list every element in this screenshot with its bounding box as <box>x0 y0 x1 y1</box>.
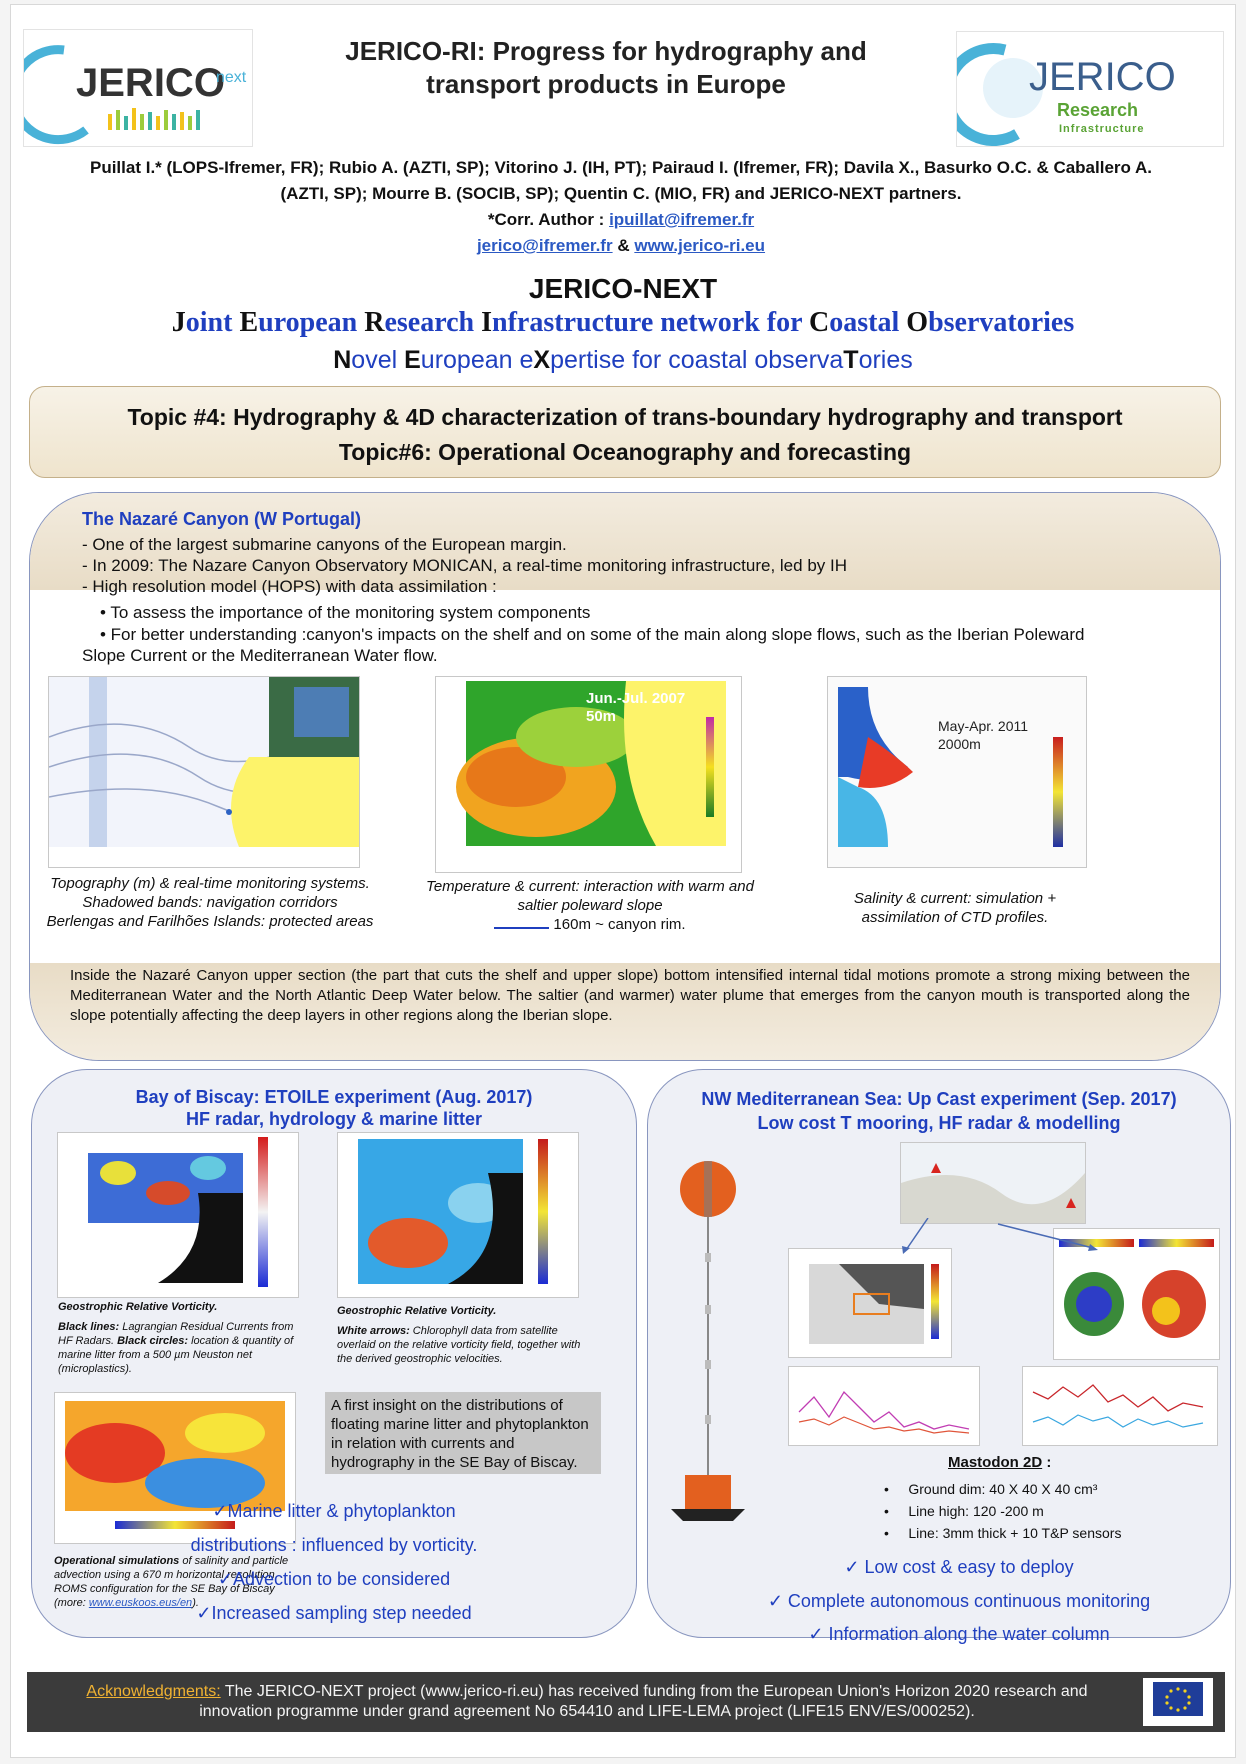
caption-line: Topography (m) & real-time monitoring systems. <box>50 875 370 892</box>
caption-line: Salinity & current: simulation + <box>853 890 1057 907</box>
temperature-timeseries-1 <box>788 1366 980 1446</box>
caption-bold: Black lines: <box>58 1321 120 1333</box>
jerico-ri-logo <box>956 31 1224 147</box>
author-list <box>51 155 1191 259</box>
acronym-part: Tories <box>843 346 913 374</box>
poster-title <box>281 35 931 101</box>
biscay-check: ✓Marine litter & phytoplankton <box>212 1501 456 1521</box>
jerico-ri-logo-graphic <box>957 32 1223 146</box>
biscay-check: ✓Advection to be considered <box>217 1569 451 1589</box>
acknowledgments-bar <box>27 1672 1225 1732</box>
med-check: ✓ Low cost & easy to deploy <box>844 1557 1074 1577</box>
biscay-vorticity-map <box>57 1132 299 1298</box>
spec-text: Line: 3mm thick + 10 T&P sensors <box>908 1525 1122 1541</box>
caption-line: Berlengas and Farilhões Islands: protected areas <box>46 913 374 930</box>
caption-text: Chlorophyll data from satellite overlaid on the relative vorticity field, together with the derived geostrophic velocities. <box>337 1325 581 1365</box>
mastodon-specs <box>884 1478 1121 1544</box>
mastodon-title <box>948 1454 1051 1471</box>
acknowledgments-text <box>47 1682 1127 1722</box>
logo-left-sup: next <box>216 69 247 86</box>
acronym-part: European e <box>404 346 534 374</box>
topic-4: Topic #4: Hydrography & 4D characterization of trans-boundary hydrography and transport <box>127 404 1123 430</box>
acronym-part: Research <box>364 307 482 338</box>
salinity-current-map <box>827 676 1087 868</box>
fig-label-depth: 50m <box>586 708 617 725</box>
caption-bold: Operational simulations <box>54 1555 180 1567</box>
med-check: ✓ Information along the water column <box>808 1624 1110 1644</box>
nazare-title: The Nazaré Canyon (W Portugal) <box>82 509 362 529</box>
biscay-check: distributions : influenced by vorticity. <box>190 1535 478 1555</box>
biscay-insight-box: A first insight on the distributions of floating marine litter and phytoplankton in relation with currents and hydrography in the SE Bay of Biscay. <box>325 1392 601 1474</box>
topography-map <box>48 676 360 868</box>
acronym-part: European <box>239 307 365 338</box>
biscay-title: Bay of Biscay: ETOILE experiment (Aug. 2017) <box>135 1087 533 1107</box>
corr-label: *Corr. Author : <box>487 210 610 229</box>
topic-6: Topic#6: Operational Oceanography and forecasting <box>338 439 912 465</box>
signal-bars-icon <box>108 108 200 130</box>
nazare-subbullet: • To assess the importance of the monitoring system components <box>100 603 591 622</box>
jerico-next-logo-graphic <box>24 30 252 146</box>
biscay-check: ✓Increased sampling step needed <box>196 1603 472 1623</box>
nazare-subbullet: • For better understanding :canyon's impacts on the shelf and on some of the main along slope flows, such as the Iberian Poleward <box>100 625 1085 644</box>
temperature-timeseries-2 <box>1022 1366 1218 1446</box>
acronym-part: Xpertise for coastal observa <box>533 346 844 374</box>
title-line-1: JERICO-RI: Progress for hydrography and <box>345 36 867 66</box>
caption-text: ). <box>192 1597 199 1609</box>
ack-label: Acknowledgments: <box>86 1683 221 1700</box>
authors-line-1: Puillat I.* (LOPS-Ifremer, FR); Rubio A. (AZTI, SP); Vitorino J. (IH, PT); Pairaud I. (Ifremer, FR); Davila X., Basurko O.C. & Caballero A. <box>89 158 1153 177</box>
logo-right-sub1: Research <box>1057 100 1139 120</box>
connector-arrows <box>848 1218 1108 1258</box>
caption-bold: White arrows: <box>337 1325 410 1337</box>
caption-topography <box>30 874 390 931</box>
spec-item: • Ground dim: 40 X 40 X 40 cm³ <box>884 1481 1098 1497</box>
website-link[interactable]: www.jerico-ri.eu <box>634 236 766 255</box>
caption-line: saltier poleward slope <box>517 897 663 914</box>
fig-label-period: Jun.-Jul. 2007 <box>586 690 686 707</box>
contact-links <box>51 233 1191 259</box>
fig-label-depth: 2000m <box>938 736 981 752</box>
topics-box <box>29 386 1221 478</box>
project-tagline <box>11 346 1235 375</box>
caption-bold: Black circles: <box>117 1335 189 1347</box>
nazare-subbullet: Slope Current or the Mediterranean Water flow. <box>82 646 438 665</box>
spec-item: • Line high: 120 -200 m <box>884 1503 1044 1519</box>
biscay-subtitle: HF radar, hydrology & marine litter <box>185 1109 483 1129</box>
jerico-email-link[interactable]: jerico@ifremer.fr <box>476 236 613 255</box>
amp-separator: & <box>617 236 630 255</box>
caption-line: Temperature & current: interaction with warm and <box>426 878 754 895</box>
biscay-right-caption <box>337 1324 587 1366</box>
poster <box>10 4 1236 1758</box>
surface-temperature-map <box>788 1248 952 1358</box>
logo-left-text: JERICO <box>76 61 225 105</box>
med-subtitle: Low cost T mooring, HF radar & modelling <box>757 1113 1121 1133</box>
logo-right-text: JERICO <box>1029 55 1176 99</box>
nazare-canyon-panel <box>29 492 1221 1061</box>
biscay-chlorophyll-map <box>337 1132 579 1298</box>
med-check: ✓ Complete autonomous continuous monitoring <box>767 1591 1151 1611</box>
ack-text: The JERICO-NEXT project (www.jerico-ri.eu) has received funding from the European Union's Horizon 2020 research and <box>220 1683 1088 1700</box>
caption-line: assimilation of CTD profiles. <box>861 909 1049 926</box>
mastodon-colon: : <box>1042 1454 1052 1471</box>
caption-line <box>415 915 765 934</box>
nazare-description: Inside the Nazaré Canyon upper section (the part that cuts the shelf and upper slope) bottom intensified internal tidal motions promote a strong mixing between the Mediterranean Water and the North Atlantic Deep Water below. The saltier (and warmer) water plume that emerges from the canyon mouth is transported along the slope potentially affecting the deep layers in other regions along the Iberian slope. <box>70 967 1190 1024</box>
nazare-bullet: - One of the largest submarine canyons of the European margin. <box>82 535 567 554</box>
caption-salinity <box>815 889 1095 927</box>
biscay-panel <box>31 1069 637 1638</box>
caption-text: Lagrangian Residual Currents from HF Radars. <box>58 1321 294 1347</box>
caption-line: Shadowed bands: navigation corridors <box>82 894 338 911</box>
spec-text: Ground dim: 40 X 40 X 40 cm³ <box>908 1481 1098 1497</box>
caption-text: of salinity and particle advection using a 670 m horizontal resolution ROMS configuration for the SE Bay of Biscay (more: <box>54 1555 289 1609</box>
spec-item: • Line: 3mm thick + 10 T&P sensors <box>884 1525 1122 1541</box>
jerico-next-logo <box>23 29 253 147</box>
euskoos-link[interactable]: www.euskoos.eus/en <box>88 1597 193 1609</box>
corresponding-author <box>51 207 1191 233</box>
corr-email-link[interactable]: ipuillat@ifremer.fr <box>609 210 755 229</box>
med-title: NW Mediterranean Sea: Up Cast experiment (Sep. 2017) <box>701 1089 1177 1109</box>
temperature-current-map <box>435 676 742 873</box>
fig-label-period: May-Apr. 2011 <box>938 718 1029 734</box>
project-full-name <box>11 307 1235 339</box>
mediterranean-panel <box>647 1069 1231 1644</box>
acronym-part: Observatories <box>906 307 1075 338</box>
acronym-part: Novel <box>333 346 405 374</box>
authors-line-2: (AZTI, SP); Mourre B. (SOCIB, SP); Quentin C. (MIO, FR) and JERICO-NEXT partners. <box>280 184 962 203</box>
caption-text: location & quantity of marine litter from a 500 µm Neuston net (microplastics). <box>58 1335 294 1375</box>
biscay-right-caption-title: Geostrophic Relative Vorticity. <box>337 1305 497 1317</box>
caption-text: 160m ~ canyon rim. <box>553 916 686 933</box>
nazare-bullet: - High resolution model (HOPS) with data assimilation : <box>82 577 497 596</box>
ack-line-2: innovation programme under grand agreement No 654410 and LIFE-LEMA project (LIFE15 ENV/ES/000252). <box>199 1703 975 1720</box>
mooring-diagram <box>663 1155 753 1525</box>
isobath-line-symbol <box>494 927 549 929</box>
eu-flag-logo <box>1143 1678 1213 1726</box>
title-line-2: transport products in Europe <box>426 69 786 99</box>
nazare-bullet: - In 2009: The Nazare Canyon Observatory MONICAN, a real-time monitoring infrastructure, led by IH <box>82 556 847 575</box>
hf-radar-site-map <box>900 1142 1086 1224</box>
logo-right-sub2: Infrastructure <box>1059 123 1145 135</box>
acronym-part: Joint <box>171 307 240 338</box>
mastodon-name: Mastodon 2D <box>948 1454 1043 1471</box>
caption-temperature <box>415 877 765 934</box>
ack-line-1 <box>47 1682 1127 1702</box>
project-name: JERICO-NEXT <box>528 273 718 304</box>
biscay-left-caption-title: Geostrophic Relative Vorticity. <box>58 1301 218 1313</box>
acronym-part: Infrastructure network for <box>481 307 810 338</box>
biscay-left-caption <box>58 1320 308 1376</box>
spec-text: Line high: 120 -200 m <box>908 1503 1044 1519</box>
acronym-part: Coastal <box>809 307 907 338</box>
